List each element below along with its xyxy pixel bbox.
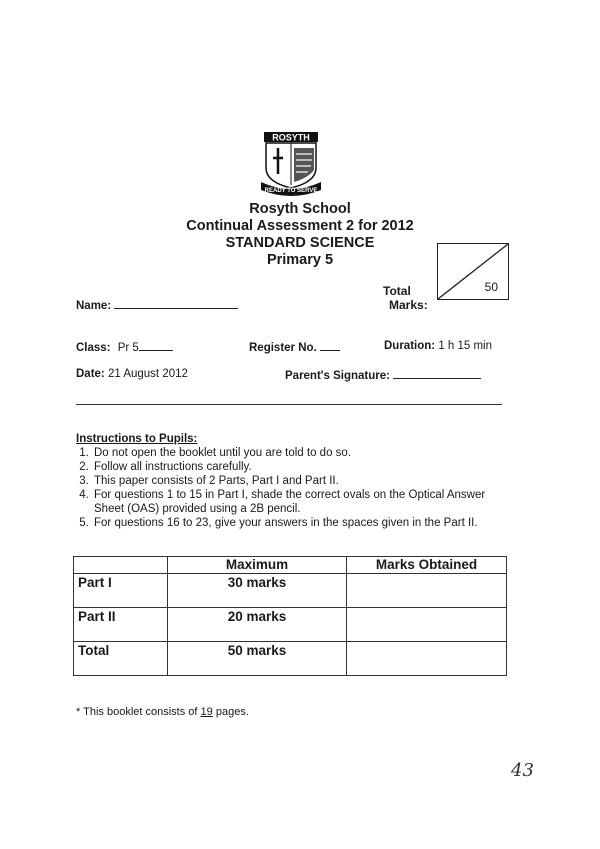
- register-blank[interactable]: [320, 340, 340, 351]
- table-row: [74, 642, 507, 676]
- document-header: [150, 201, 450, 269]
- date-field: [76, 368, 188, 380]
- instruction-item: 2. Follow all instructions carefully.: [92, 460, 516, 474]
- class-value: Pr 5: [117, 342, 139, 354]
- subject-title: STANDARD SCIENCE: [225, 235, 375, 251]
- signature-label: Parent's Signature:: [285, 370, 390, 382]
- name-label: Name:: [76, 300, 112, 312]
- assessment-title: Continual Assessment 2 for 2012: [186, 218, 414, 234]
- section-divider: [76, 404, 502, 405]
- marks-label: Marks:: [389, 298, 428, 312]
- row-part: Part II: [74, 608, 168, 642]
- duration-field: [384, 340, 492, 352]
- instructions-section: [76, 432, 516, 530]
- footnote-prefix: * This booklet consists of: [76, 706, 198, 718]
- footnote-suffix: pages.: [215, 706, 249, 718]
- page-count: 19: [200, 706, 213, 718]
- name-blank[interactable]: [114, 298, 238, 309]
- total-label: Total: [383, 284, 411, 298]
- register-field: [249, 340, 340, 354]
- instruction-item: 5. For questions 16 to 23, give your answers in the spaces given in the Part II.: [92, 516, 516, 530]
- date-value: 21 August 2012: [107, 368, 188, 380]
- row-maximum: 50 marks: [168, 642, 347, 676]
- crest-motto-text: READY TO SERVE: [264, 188, 318, 194]
- marks-table: [73, 556, 507, 676]
- class-label: Class:: [76, 342, 111, 354]
- instructions-list: [76, 446, 516, 530]
- crest-banner-text: ROSYTH: [272, 132, 310, 143]
- row-part: Part I: [74, 574, 168, 608]
- name-field: [76, 298, 238, 312]
- row-maximum: 20 marks: [168, 608, 347, 642]
- signature-field: [285, 368, 481, 382]
- handwritten-page-number: 43: [511, 760, 534, 781]
- duration-label: Duration:: [384, 340, 436, 352]
- row-obtained[interactable]: [347, 642, 507, 676]
- table-row: [74, 574, 507, 608]
- school-name: Rosyth School: [249, 201, 351, 217]
- page-count-note: [76, 706, 249, 718]
- class-blank[interactable]: [139, 340, 173, 351]
- class-field: [76, 340, 173, 354]
- row-maximum: 30 marks: [168, 574, 347, 608]
- level-title: Primary 5: [266, 252, 334, 268]
- row-part: Total: [74, 642, 168, 676]
- instruction-item: 3. This paper consists of 2 Parts, Part I and Part II.: [92, 474, 516, 488]
- register-label: Register No.: [249, 342, 317, 354]
- table-row: [74, 608, 507, 642]
- duration-value: 1 h 15 min: [438, 340, 493, 352]
- signature-blank[interactable]: [393, 368, 481, 379]
- header-marks-obtained: Marks Obtained: [347, 557, 507, 574]
- row-obtained[interactable]: [347, 574, 507, 608]
- marks-table-header: [74, 557, 507, 574]
- date-label: Date:: [76, 368, 105, 380]
- total-marks-box: [437, 243, 509, 300]
- instructions-title: Instructions to Pupils:: [76, 433, 198, 445]
- school-crest-logo: [258, 130, 324, 196]
- header-maximum: Maximum: [168, 557, 347, 574]
- max-marks-value: 50: [484, 280, 498, 294]
- row-obtained[interactable]: [347, 608, 507, 642]
- header-blank: [74, 557, 168, 574]
- instruction-item: 4. For questions 1 to 15 in Part I, shade the correct ovals on the Optical Answer Sheet (OAS) provided using a 2B pencil.: [92, 488, 516, 516]
- instruction-item: 1. Do not open the booklet until you are told to do so.: [92, 446, 516, 460]
